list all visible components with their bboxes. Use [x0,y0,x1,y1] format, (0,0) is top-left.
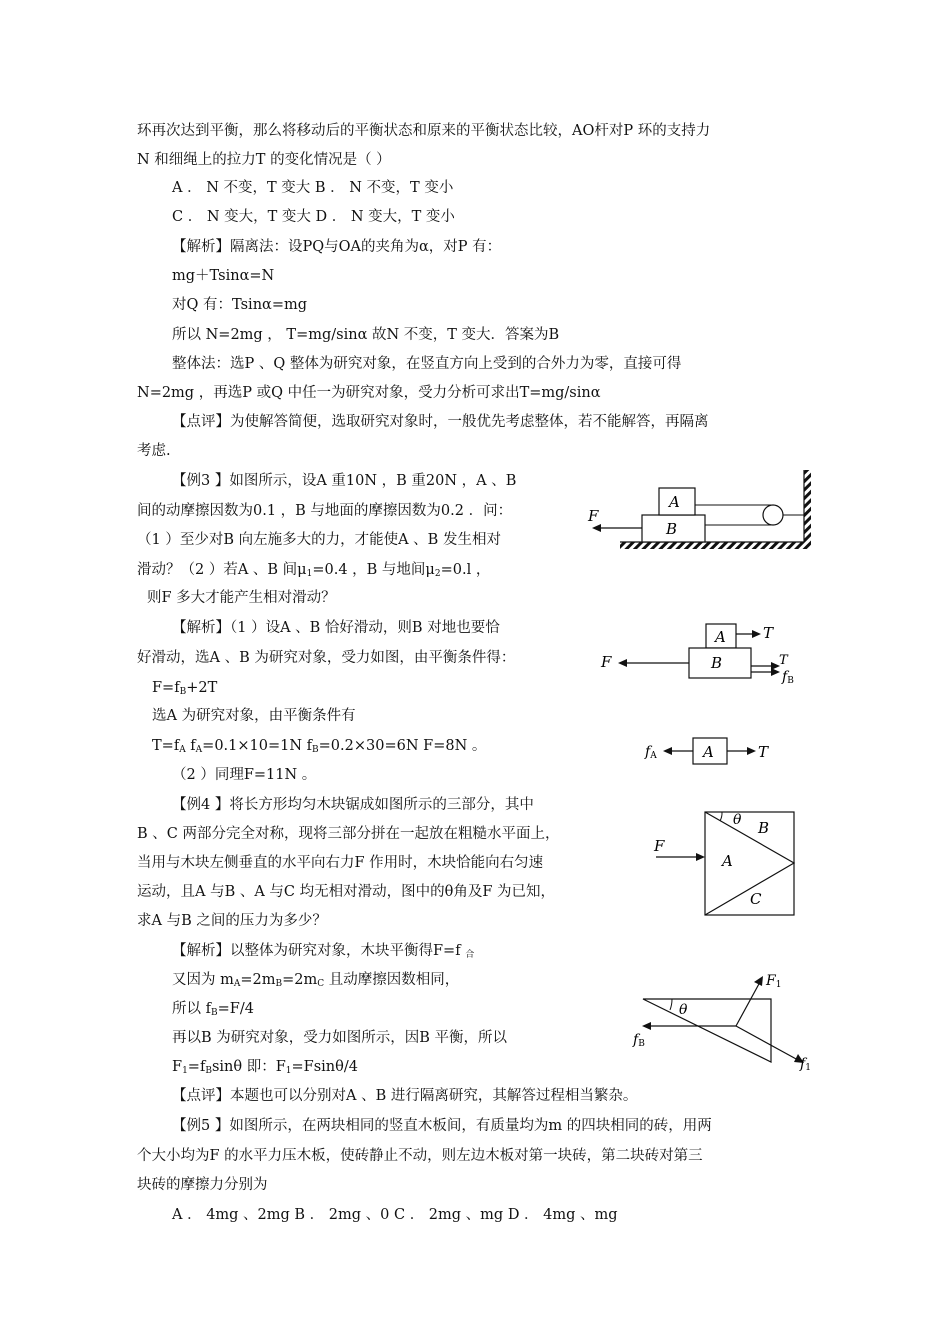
equation-line: $F_1=f_B\sin\theta$ 即：$F_1=Fsin\theta/4$ [172,1059,358,1076]
label-f: F [654,837,665,855]
option-line: A ． N 不变，T 变大 B ． N 不变，T 变小 [172,180,454,196]
label-b: B [758,819,770,837]
text-line: 滑动？（2 ）若A 、B 间$\mu_1=0.4$ ，B 与地间$\mu_2=0.l$ ， [137,562,491,579]
block-b-shape [643,999,771,1062]
equation-line: $T=f_A$ $f_A=0.1\times 10=1N$ $f_B=0.2\times 30=6N$ F=8N 。 [152,738,487,755]
text-line: 则F 多大才能产生相对滑动？ [147,590,336,606]
force-f-arrowhead [618,659,627,667]
example-heading: 【例4 】将长方形均匀木块锯成如图所示的三部分，其中 [172,797,534,813]
text-line: 选A 为研究对象，由平衡条件有 [152,708,356,724]
label-f1-friction: f1 [800,1056,811,1073]
force-f-arrowhead [592,524,601,532]
text-line: 求A 与B 之间的压力为多少？ [137,913,327,929]
equation-line: 所以 $f_B=F/4$ [172,1001,254,1018]
friction-a-arrowhead [663,747,672,755]
ground-hatch [620,542,810,549]
fb-arrowhead [642,1022,651,1030]
text-line: N=2mg ，再选P 或Q 中任一为研究对象，受力分析可求出T=mg/sinα [137,385,601,401]
text-line: 环再次达到平衡，那么将移动后的平衡状态和原来的平衡状态比较，AO杆对P 环的支持力 [137,123,711,139]
label-f1: F1 [766,973,782,990]
label-t-bottom: T [779,653,788,668]
text-line: （1 ）至少对B 向左施多大的力，才能使A 、B 发生相对 [137,532,501,548]
label-a: A [715,628,726,646]
equation-line: 对Q 有：Tsinα=mg [172,297,308,313]
label-c: C [750,890,762,908]
text-line: 【解析】以整体为研究对象，木块平衡得F=f $_合$ [172,943,475,960]
figure-blocks-pulley [580,466,820,556]
text-line: 考虑. [137,443,171,459]
text-line: 【点评】为使解答简便，选取研究对象时，一般优先考虑整体，若不能解答，再隔离 [172,414,709,430]
text-line: N 和细绳上的拉力T 的变化情况是（ ） [137,152,391,168]
text-line: B 、C 两部分完全对称，现将三部分拼在一起放在粗糙水平面上， [137,826,560,842]
text-line: 【点评】本题也可以分别对A 、B 进行隔离研究，其解答过程相当繁杂。 [172,1088,638,1104]
label-t-top: T [763,624,774,642]
pulley [763,505,783,525]
label-a: A [703,743,714,761]
text-line: 所以 N=2mg ， T=mg/sinα 故N 不变，T 变大．答案为B [172,327,560,343]
example-heading: 【例5 】如图所示，在两块相同的竖直木板间，有质量均为m 的四块相同的砖，用两 [172,1118,712,1134]
label-theta: θ [679,1002,688,1018]
equation-line: $F=f_B+2T$ [152,680,218,697]
friction-b-arrowhead [771,668,780,676]
label-fb: fB [782,669,794,686]
label-f: F [588,507,599,525]
label-fb: fB [633,1032,645,1049]
example-heading: 【例3 】如图所示，设A 重10N ，B 重20N ，A 、B [172,473,517,489]
label-b: B [666,520,678,538]
text-line: 运动，且A 与B 、A 与C 均无相对滑动，图中的θ角及F 为已知， [137,884,556,900]
figure-free-body-b [628,966,820,1078]
tension-arrowhead [747,747,756,755]
text-line: 好滑动，选A 、B 为研究对象，受力如图，由平衡条件得： [137,650,516,666]
wall-hatch [804,470,811,549]
option-line: A ． 4mg 、2mg B ． 2mg 、0 C ． 2mg 、mg D ． 4mg 、mg [172,1207,618,1223]
label-fa: fA [645,744,657,761]
figure-wood-block [650,808,802,920]
text-line: 个大小均为F 的水平力压木板，使砖静止不动，则左边木板对第一块砖，第二块砖对第三 [137,1148,703,1164]
label-a: A [669,493,680,511]
option-line: C ． N 变大，T 变大 D ． N 变大，T 变小 [172,209,455,225]
force-f-arrowhead [696,853,705,861]
figure-free-body-ab [596,618,806,688]
label-f: F [601,653,612,671]
text-line: 块砖的摩擦力分别为 [137,1177,268,1193]
figure-free-body-a [640,734,780,770]
label-a: A [722,852,733,870]
text-line: 间的动摩擦因数为0.1 ，B 与地面的摩擦因数为0.2 ．问： [137,503,513,519]
text-line: 又因为 $m_A=2m_B=2m_C$ 且动摩擦因数相同， [172,972,460,989]
text-line: 整体法：选P 、Q 整体为研究对象，在竖直方向上受到的合外力为零，直接可得 [172,356,682,372]
text-line: （2 ）同理F=11N 。 [172,767,317,783]
tension-a-arrowhead [752,630,761,638]
label-b: B [711,654,723,672]
label-theta: θ [733,812,742,828]
text-line: 【解析】（1 ）设A 、B 恰好滑动，则B 对地也要恰 [172,620,500,636]
label-t: T [758,743,769,761]
text-line: 再以B 为研究对象，受力如图所示，因B 平衡，所以 [172,1030,508,1046]
equation-line: mg＋Tsinα=N [172,268,275,284]
text-line: 【解析】隔离法：设PQ与OA的夹角为α，对P 有： [172,239,502,255]
text-line: 当用与木块左侧垂直的水平向右力F 作用时，木块恰能向右匀速 [137,855,544,871]
